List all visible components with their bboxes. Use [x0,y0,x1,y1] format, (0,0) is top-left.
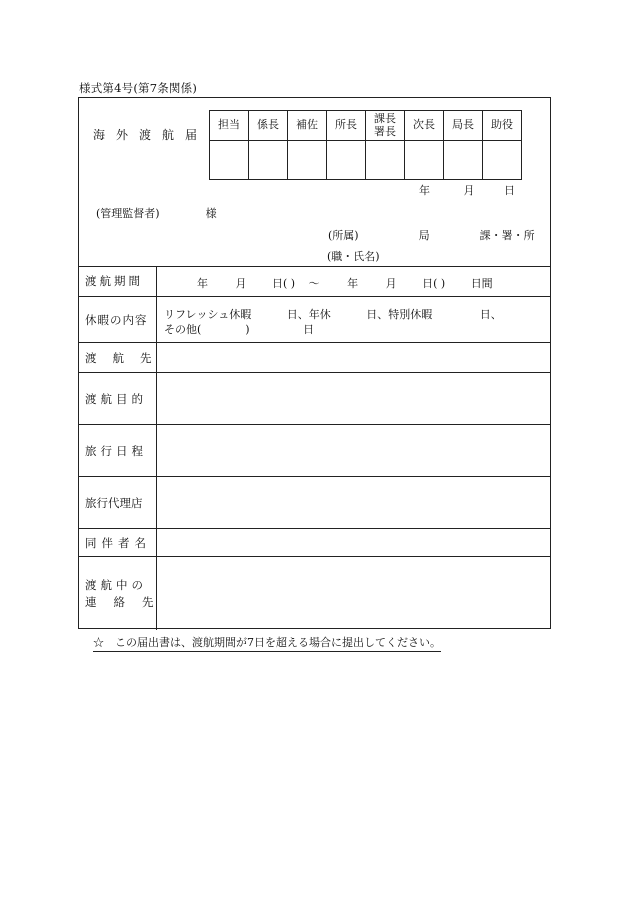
row-destination [79,343,550,373]
approval-stamp-cell[interactable] [366,141,405,180]
form-code: 様式第4号(第7条関係) [79,81,198,95]
period-end-year: 年 [347,277,359,290]
row-value-companions[interactable] [157,529,550,556]
form-frame [78,97,551,629]
approval-stamp-cell[interactable] [210,141,249,180]
approval-stamp-table [209,110,522,180]
approval-stamp-cell[interactable] [288,141,327,180]
affiliation-division: 課・署・所 [479,229,535,242]
affiliation-bureau: 局 [418,229,430,242]
period-duration: 日間 [470,277,493,290]
addressee-line[interactable] [96,205,217,221]
approval-label-hosa: 補佐 [288,111,327,141]
row-value-agency[interactable] [157,477,550,528]
period-start-day: 日( ) [272,277,296,290]
row-value-purpose[interactable] [157,373,550,424]
row-label-destination: 渡航先 [79,343,157,372]
row-period [79,266,550,297]
period-start-year: 年 [197,277,208,290]
approval-label-shocho-2: 署長 [374,124,396,138]
approval-label-tanto: 担当 [210,111,249,141]
approval-stamp-cell[interactable] [483,141,522,180]
leave-line-1 [164,306,502,322]
approval-label-kacho-shocho [366,111,405,141]
row-label-companions: 同伴者名 [79,529,157,556]
approval-stamp-cell[interactable] [249,141,288,180]
contact-label-line2: 連絡先 [85,594,171,609]
approval-label-joyaku: 助役 [483,111,522,141]
row-purpose [79,373,550,425]
row-value-itinerary[interactable] [157,425,550,476]
name-line[interactable]: (職・氏名) [327,250,380,263]
approval-label-kyokucho: 局長 [444,111,483,141]
row-companions [79,529,550,557]
approval-label-kakaricho: 係長 [249,111,288,141]
approval-stamp-cell[interactable] [327,141,366,180]
date-year: 年 [419,184,430,197]
leave-line-2 [164,321,314,337]
contact-label-line1: 渡航中の [85,577,147,592]
row-itinerary [79,425,550,477]
leave-annual-unit: 日、特別休暇 [366,308,433,321]
row-label-leave: 休暇の内容 [79,297,157,342]
leave-other-unit: 日 [303,323,315,336]
row-value-leave[interactable] [157,297,550,342]
approval-stamp-cell[interactable] [405,141,444,180]
form-rows [79,266,550,630]
leave-special-unit: 日、 [479,308,502,321]
row-label-period: 渡航期間 [79,266,157,296]
leave-refresh: リフレッシュ休暇 [164,308,252,321]
row-label-itinerary: 旅行日程 [79,425,157,476]
addressee-honorific: 様 [205,207,217,220]
approval-stamp-cell[interactable] [444,141,483,180]
form-title: 海外渡航届 [93,128,209,142]
row-contact [79,557,550,630]
period-start-month: 月 [235,277,247,290]
leave-refresh-unit: 日、年休 [286,308,331,321]
approval-label-jicho: 次長 [405,111,444,141]
period-tilde: ～ [308,277,320,290]
row-label-contact [79,557,171,630]
period-end-day: 日( ) [422,277,446,290]
header-section [79,98,550,267]
row-agency [79,477,550,529]
period-fields [197,275,493,291]
row-label-purpose: 渡航目的 [79,373,157,424]
row-value-period[interactable] [157,266,550,296]
submission-date[interactable] [419,182,515,198]
leave-other: その他( ) [164,323,250,336]
row-leave [79,297,550,343]
approval-label-shocho: 所長 [327,111,366,141]
row-value-contact[interactable] [157,557,550,630]
row-label-agency: 旅行代理店 [79,477,157,528]
affiliation-label: (所属) [328,229,359,242]
row-value-destination[interactable] [157,343,550,372]
footnote: ☆ この届出書は、渡航期間が7日を超える場合に提出してください。 [93,634,441,652]
affiliation-line[interactable] [328,227,535,243]
addressee-label: (管理監督者) [96,207,160,220]
period-end-month: 月 [385,277,397,290]
date-day: 日 [504,184,515,197]
approval-label-kacho: 課長 [374,111,396,125]
date-month: 月 [463,184,475,197]
